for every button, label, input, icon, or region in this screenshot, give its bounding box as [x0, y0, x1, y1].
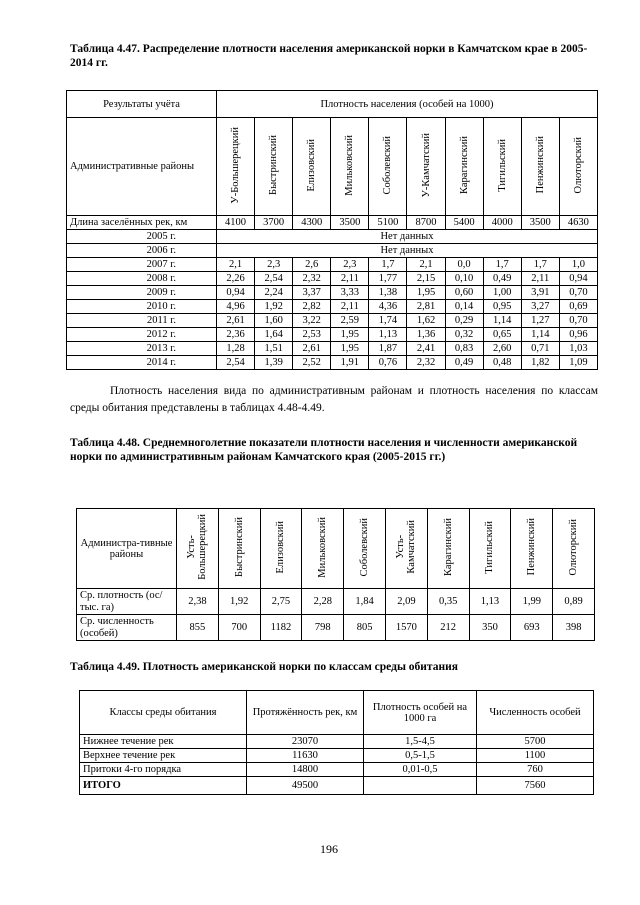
value-cell: 693 [511, 615, 553, 641]
district-name: Мильковский [344, 134, 356, 196]
year-cell: 2013 г. [67, 342, 217, 356]
value-cell: 1182 [260, 615, 302, 641]
value-cell: 700 [218, 615, 260, 641]
value-cell: 23070 [247, 735, 364, 749]
density-value: 0,69 [559, 300, 597, 314]
value-cell: 2,28 [302, 589, 344, 615]
table-row [67, 272, 598, 286]
table-449 [79, 690, 594, 795]
value-cell: 798 [302, 615, 344, 641]
density-value: 2,11 [521, 272, 559, 286]
density-value: 0,71 [521, 342, 559, 356]
district-header [177, 509, 219, 589]
density-value: 2,3 [255, 258, 293, 272]
district-name-part: Тигильский [484, 520, 496, 574]
density-value: 0,48 [483, 356, 521, 370]
value-cell: 1100 [477, 749, 594, 763]
district-header [344, 509, 386, 589]
density-value: 2,61 [217, 314, 255, 328]
district-name [395, 520, 417, 574]
density-value: 1,60 [255, 314, 293, 328]
district-header [302, 509, 344, 589]
column-header: Классы среды обитания [80, 691, 247, 735]
density-value: 1,36 [407, 328, 445, 342]
density-value: 1,09 [559, 356, 597, 370]
density-value: 2,3 [331, 258, 369, 272]
district-name-part: Соболевский [359, 517, 371, 577]
value-cell: 212 [427, 615, 469, 641]
density-value: 2,54 [255, 272, 293, 286]
district-name: Соболевский [382, 135, 394, 195]
density-value: 1,51 [255, 342, 293, 356]
table-row [80, 763, 594, 777]
density-value: 1,95 [407, 286, 445, 300]
density-value: 0,94 [559, 272, 597, 286]
year-cell: 2005 г. [67, 230, 217, 244]
river-length-label: Длина заселённых рек, км [67, 216, 217, 230]
density-value: 0,70 [559, 286, 597, 300]
district-name-part: Карагинский [442, 518, 454, 576]
density-value: 4,96 [217, 300, 255, 314]
river-length-value: 3500 [331, 216, 369, 230]
value-cell: 1,84 [344, 589, 386, 615]
column-header: Численность особей [477, 691, 594, 735]
density-value: 2,81 [407, 300, 445, 314]
row-label: Нижнее течение рек [80, 735, 247, 749]
density-value: 2,60 [483, 342, 521, 356]
no-data-cell: Нет данных [217, 230, 598, 244]
district-name [234, 517, 245, 577]
river-length-value: 4000 [483, 216, 521, 230]
table-447-caption: Таблица 4.47. Распределение плотности населения американской норки в Камчатском крае в 2005-2014 гг. [70, 43, 588, 69]
year-cell: 2007 г. [67, 258, 217, 272]
density-value: 0,65 [483, 328, 521, 342]
density-value: 1,74 [369, 314, 407, 328]
density-value: 2,1 [217, 258, 255, 272]
no-data-cell: Нет данных [217, 244, 598, 258]
row-label: Притоки 4-го порядка [80, 763, 247, 777]
row-label: Ср. плотность (ос/тыс. га) [77, 589, 177, 615]
density-value: 2,59 [331, 314, 369, 328]
density-value: 1,82 [521, 356, 559, 370]
year-cell: 2011 г. [67, 314, 217, 328]
district-name: Карагинский [458, 136, 470, 194]
district-header [521, 118, 559, 216]
density-value: 0,32 [445, 328, 483, 342]
table-row [67, 258, 598, 272]
density-value: 1,13 [369, 328, 407, 342]
table-row [67, 314, 598, 328]
value-cell: 0,5-1,5 [364, 749, 477, 763]
table-row [77, 615, 595, 641]
value-cell: 2,75 [260, 589, 302, 615]
value-cell: 760 [477, 763, 594, 777]
district-name [317, 517, 328, 578]
district-name [275, 521, 286, 574]
density-value: 2,61 [293, 342, 331, 356]
density-value: 2,52 [293, 356, 331, 370]
density-value: 1,77 [369, 272, 407, 286]
density-value: 1,0 [559, 258, 597, 272]
header-admin-districts: Администра-тивные районы [77, 509, 177, 589]
district-header [331, 118, 369, 216]
district-name: Тигильский [496, 138, 508, 192]
value-cell: 7560 [477, 777, 594, 795]
density-value: 1,95 [331, 342, 369, 356]
density-value: 3,22 [293, 314, 331, 328]
density-value: 1,87 [369, 342, 407, 356]
value-cell: 2,38 [177, 589, 219, 615]
column-header: Протяжённость рек, км [247, 691, 364, 735]
density-value: 1,7 [369, 258, 407, 272]
table-row [67, 328, 598, 342]
density-value: 4,36 [369, 300, 407, 314]
value-cell: 5700 [477, 735, 594, 749]
table-row [80, 749, 594, 763]
district-header [511, 509, 553, 589]
density-value: 1,14 [483, 314, 521, 328]
value-cell: 0,01-0,5 [364, 763, 477, 777]
district-name [526, 518, 537, 575]
table-row [67, 244, 598, 258]
district-name [443, 518, 454, 576]
density-value: 1,64 [255, 328, 293, 342]
density-value: 1,27 [521, 314, 559, 328]
density-value: 2,15 [407, 272, 445, 286]
density-value: 0,96 [559, 328, 597, 342]
value-cell: 1,92 [218, 589, 260, 615]
table-row [67, 300, 598, 314]
district-name: У-Большерецкий [230, 126, 242, 204]
density-value: 1,28 [217, 342, 255, 356]
district-name-part: Елизовский [275, 520, 287, 574]
river-length-value: 5100 [369, 216, 407, 230]
density-value: 2,26 [217, 272, 255, 286]
density-value: 2,24 [255, 286, 293, 300]
year-cell: 2014 г. [67, 356, 217, 370]
district-header [445, 118, 483, 216]
column-header: Плотность особей на 1000 га [364, 691, 477, 735]
density-value: 0,83 [445, 342, 483, 356]
district-name: Быстринский [268, 135, 280, 195]
density-value: 3,37 [293, 286, 331, 300]
header-density: Плотность населения (особей на 1000) [217, 91, 598, 118]
table-447 [66, 90, 598, 370]
district-name [568, 519, 579, 575]
density-value: 3,91 [521, 286, 559, 300]
density-value: 1,7 [521, 258, 559, 272]
density-value: 2,11 [331, 300, 369, 314]
river-length-value: 8700 [407, 216, 445, 230]
value-cell: 0,89 [553, 589, 595, 615]
density-value: 1,91 [331, 356, 369, 370]
density-value: 1,38 [369, 286, 407, 300]
year-cell: 2009 г. [67, 286, 217, 300]
district-header [407, 118, 445, 216]
value-cell: 0,35 [427, 589, 469, 615]
value-cell: 855 [177, 615, 219, 641]
header-districts: Административные районы [67, 118, 217, 216]
body-paragraph: Плотность населения вида по административным районам и плотность населения по классам среды обитания представлены в таблицах 4.48-4.49. [70, 385, 598, 414]
density-value: 0,95 [483, 300, 521, 314]
value-cell: 1,13 [469, 589, 511, 615]
row-label: Ср. численность (особей) [77, 615, 177, 641]
density-value: 1,7 [483, 258, 521, 272]
district-header [559, 118, 597, 216]
density-value: 0,10 [445, 272, 483, 286]
district-header [483, 118, 521, 216]
district-header [293, 118, 331, 216]
density-value: 2,32 [407, 356, 445, 370]
district-name [186, 514, 208, 580]
district-name-part: Камчатский [406, 520, 418, 574]
river-length-value: 3700 [255, 216, 293, 230]
table-row [67, 342, 598, 356]
density-value: 2,36 [217, 328, 255, 342]
density-value: 1,00 [483, 286, 521, 300]
district-header [260, 509, 302, 589]
density-value: 1,14 [521, 328, 559, 342]
district-name: Олюторский [572, 136, 584, 194]
river-length-value: 5400 [445, 216, 483, 230]
district-name-part: Большерецкий [197, 514, 209, 580]
density-value: 0,94 [217, 286, 255, 300]
value-cell: 11630 [247, 749, 364, 763]
value-cell: 805 [344, 615, 386, 641]
density-value: 3,33 [331, 286, 369, 300]
value-cell: 2,09 [385, 589, 427, 615]
table-448 [76, 508, 595, 641]
district-name-part: Олюторский [568, 518, 580, 576]
value-cell: 1,5-4,5 [364, 735, 477, 749]
density-value: 0,14 [445, 300, 483, 314]
density-value: 2,53 [293, 328, 331, 342]
district-name-part: Мильковский [317, 516, 329, 578]
district-name-part: Пенжинский [526, 518, 538, 576]
density-value: 2,11 [331, 272, 369, 286]
district-header [217, 118, 255, 216]
year-cell: 2006 г. [67, 244, 217, 258]
table-row [77, 589, 595, 615]
value-cell [364, 777, 477, 795]
density-value: 1,95 [331, 328, 369, 342]
district-name-part: Усть- [186, 535, 198, 559]
district-header [553, 509, 595, 589]
district-header [218, 509, 260, 589]
table-row [80, 777, 594, 795]
table-row [67, 356, 598, 370]
header-results: Результаты учёта [67, 91, 217, 118]
density-value: 0,49 [445, 356, 483, 370]
value-cell: 398 [553, 615, 595, 641]
density-value: 0,70 [559, 314, 597, 328]
density-value: 1,92 [255, 300, 293, 314]
district-header [427, 509, 469, 589]
density-value: 0,49 [483, 272, 521, 286]
density-value: 2,32 [293, 272, 331, 286]
district-name [484, 521, 495, 574]
river-length-value: 3500 [521, 216, 559, 230]
page-number: 196 [320, 842, 338, 856]
year-cell: 2008 г. [67, 272, 217, 286]
table-row [67, 286, 598, 300]
table-row [67, 230, 598, 244]
value-cell: 49500 [247, 777, 364, 795]
density-value: 0,60 [445, 286, 483, 300]
density-value: 3,27 [521, 300, 559, 314]
density-value: 2,54 [217, 356, 255, 370]
year-cell: 2012 г. [67, 328, 217, 342]
district-name [359, 518, 370, 577]
district-name-part: Усть- [395, 535, 407, 559]
river-length-value: 4300 [293, 216, 331, 230]
river-length-value: 4630 [559, 216, 597, 230]
density-value: 1,39 [255, 356, 293, 370]
density-value: 0,29 [445, 314, 483, 328]
table-449-caption: Таблица 4.49. Плотность американской норки по классам среды обитания [70, 661, 458, 673]
river-length-value: 4100 [217, 216, 255, 230]
table-row [80, 735, 594, 749]
district-header [369, 118, 407, 216]
value-cell: 14800 [247, 763, 364, 777]
table-448-caption: Таблица 4.48. Среднемноголетние показатели плотности населения и численности американской норки по административным районам Камчатского края (2005-2015 гг.) [70, 437, 578, 463]
district-name: Елизовский [306, 138, 318, 192]
density-value: 2,6 [293, 258, 331, 272]
row-label: ИТОГО [80, 777, 247, 795]
district-header [385, 509, 427, 589]
value-cell: 1570 [385, 615, 427, 641]
district-name: У-Камчатский [420, 132, 432, 198]
density-value: 2,41 [407, 342, 445, 356]
value-cell: 1,99 [511, 589, 553, 615]
district-name-part: Быстринский [233, 517, 245, 577]
row-label: Верхнее течение рек [80, 749, 247, 763]
density-value: 1,03 [559, 342, 597, 356]
density-value: 1,62 [407, 314, 445, 328]
district-header [255, 118, 293, 216]
district-header [469, 509, 511, 589]
year-cell: 2010 г. [67, 300, 217, 314]
density-value: 0,0 [445, 258, 483, 272]
value-cell: 350 [469, 615, 511, 641]
density-value: 0,76 [369, 356, 407, 370]
district-name: Пенжинский [534, 136, 546, 194]
density-value: 2,1 [407, 258, 445, 272]
density-value: 2,82 [293, 300, 331, 314]
